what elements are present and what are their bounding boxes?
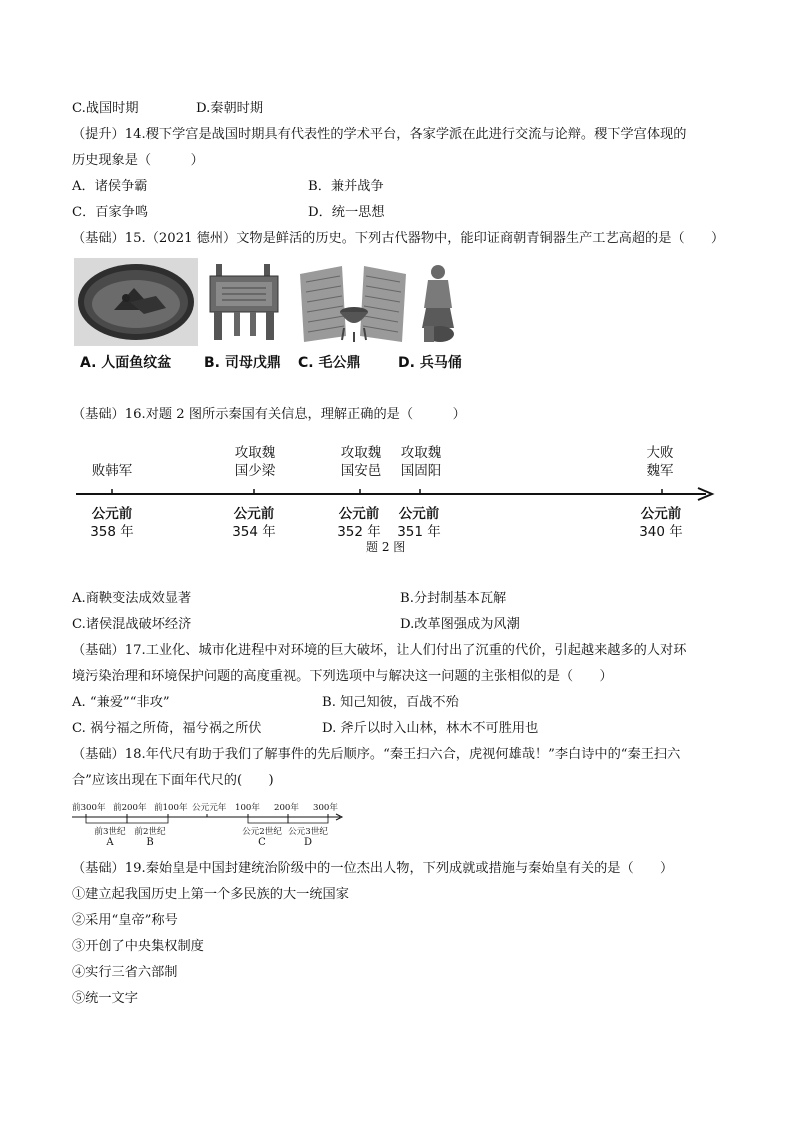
year-label: 358 年: [90, 524, 134, 540]
maogong-ding-image: [298, 262, 410, 346]
span-label: 公元2世纪: [242, 827, 282, 837]
q17-option-c: C. 祸兮福之所倚，福兮祸之所伏: [72, 721, 262, 736]
scale-tick-label: 100年: [235, 803, 260, 813]
scale-tick-label: 前200年: [113, 803, 147, 813]
q14-option-a: A．诸侯争霸: [72, 179, 148, 194]
span-letter: A: [106, 837, 114, 848]
span-letter: D: [303, 837, 313, 848]
q19-item-2: ②采用“皇帝”称号: [72, 913, 178, 928]
q15-caption-b: B. 司母戊鼎: [204, 355, 281, 371]
timeline-year-3: [329, 505, 389, 541]
terracotta-warrior-image: [418, 262, 458, 346]
span-letter: B: [146, 837, 154, 848]
q17-stem-line1: （基础）17.工业化、城市化进程中对环境的巨大破坏，让人们付出了沉重的代价，引起越来越多的人对环: [72, 643, 687, 658]
q14-option-b: B．兼并战争: [308, 179, 384, 194]
era-label: 公元前: [91, 506, 133, 522]
era-label: 公元前: [338, 506, 380, 522]
scale-span-b: [130, 825, 170, 848]
q19-item-1: ①建立起我国历史上第一个多民族的大一统国家: [72, 887, 349, 902]
fish-basin-image: [74, 258, 198, 346]
scale-span-c: [238, 825, 286, 848]
timeline-event-2: 攻取魏 国少梁: [234, 445, 276, 479]
q17-option-b: B. 知己知彼，百战不殆: [322, 695, 459, 710]
year-label: 340 年: [639, 524, 683, 540]
scale-tick-label: 300年: [313, 803, 338, 813]
q14-option-d: D．统一思想: [308, 205, 385, 220]
q15-caption-a: A. 人面鱼纹盆: [80, 355, 172, 371]
figure-caption: 题 2 图: [366, 540, 406, 554]
q14-stem-line1: （提升）14.稷下学宫是战国时期具有代表性的学术平台，各家学派在此进行交流与论辩。稷下学宫体现的: [72, 127, 687, 142]
year-label: 351 年: [397, 524, 441, 540]
q18-stem-line1: （基础）18.年代尺有助于我们了解事件的先后顺序。“秦王扫六合，虎视何雄哉！”李白诗中的“秦王扫六: [72, 747, 681, 762]
scale-span-d: [284, 825, 332, 848]
scale-tick-label: 前300年: [72, 803, 106, 813]
year-label: 352 年: [337, 524, 381, 540]
span-label: 公元3世纪: [288, 827, 328, 837]
q16-option-d: D.改革图强成为风潮: [400, 617, 520, 632]
q16-stem: （基础）16.对题 2 图所示秦国有关信息，理解正确的是（ ）: [72, 407, 466, 422]
timeline-event-1: 败韩军: [91, 463, 133, 479]
q17-option-d: D. 斧斤以时入山林，林木不可胜用也: [322, 721, 539, 736]
q19-stem: （基础）19.秦始皇是中国封建统治阶级中的一位杰出人物，下列成就或措施与秦始皇有关的是（ ）: [72, 861, 674, 876]
timeline-year-5: [631, 505, 691, 541]
q19-item-3: ③开创了中央集权制度: [72, 939, 204, 954]
q14-option-c: C．百家争鸣: [72, 205, 149, 220]
scale-tick-label: 前100年: [154, 803, 188, 813]
q14-stem-line2: 历史现象是（ ）: [72, 153, 204, 168]
scale-span-a: [90, 825, 130, 848]
timeline-event-4: 攻取魏 国固阳: [400, 445, 442, 479]
span-label: 前2世纪: [134, 827, 166, 837]
scale-tick-label: 公元元年: [192, 803, 227, 813]
q17-stem-line2: 境污染治理和环境保护问题的高度重视。下列选项中与解决这一问题的主张相似的是（ ）: [72, 669, 613, 684]
q19-item-5: ⑤统一文字: [72, 991, 138, 1006]
timeline-event-3: 攻取魏 国安邑: [340, 445, 382, 479]
q19-item-4: ④实行三省六部制: [72, 965, 178, 980]
q15-caption-c: C. 毛公鼎: [298, 355, 361, 371]
timeline-year-1: [82, 505, 142, 541]
q15-stem: （基础）15.（2021 德州）文物是鲜活的历史。下列古代器物中，能印证商朝青铜器生产工艺高超的是（ ）: [72, 231, 725, 246]
timeline-year-2: [224, 505, 284, 541]
year-label: 354 年: [232, 524, 276, 540]
span-letter: C: [258, 837, 266, 848]
q16-option-b: B.分封制基本瓦解: [400, 591, 507, 606]
q16-option-a: A.商鞅变法成效显著: [72, 591, 192, 606]
scale-axis: [70, 811, 350, 825]
q18-stem-line2: 合”应该出现在下面年代尺的( ): [72, 773, 274, 788]
q13-option-d: D.秦朝时期: [196, 101, 264, 116]
era-label: 公元前: [640, 506, 682, 522]
timeline-year-4: [389, 505, 449, 541]
era-label: 公元前: [233, 506, 275, 522]
timeline-event-5: 大败 魏军: [646, 445, 674, 479]
q16-option-c: C.诸侯混战破坏经济: [72, 617, 192, 632]
era-label: 公元前: [398, 506, 440, 522]
q17-option-a: A. “兼爱”“非攻”: [72, 695, 170, 710]
span-label: 前3世纪: [94, 827, 126, 837]
simuwu-ding-image: [202, 262, 288, 344]
q13-option-c: C.战国时期: [72, 101, 139, 116]
scale-tick-label: 200年: [274, 803, 299, 813]
q15-caption-d: D. 兵马俑: [398, 355, 462, 371]
